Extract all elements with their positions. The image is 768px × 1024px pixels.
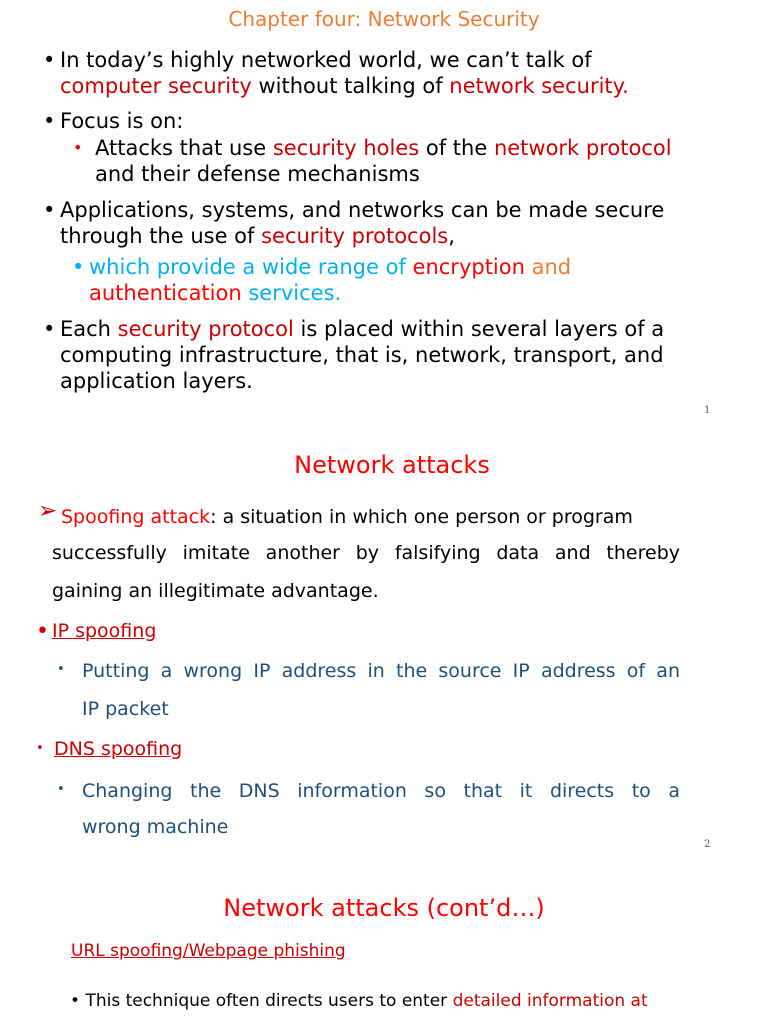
slide3-bullet-1: • This technique often directs users to enter detailed information at [70, 991, 648, 1011]
text-line: Applications, systems, and networks can be made secure [60, 198, 665, 222]
bullet-dot: • [57, 662, 65, 677]
page-number: 1 [704, 405, 711, 416]
text-line: and their defense mechanisms [95, 162, 420, 186]
ip-spoofing-desc-1: Putting a wrong IP address in the source IP address of an [82, 660, 680, 682]
text-line: application layers. [60, 369, 253, 393]
url-spoofing-label: URL spoofing/Webpage phishing [71, 941, 346, 961]
slide1-bullet-4 [43, 316, 665, 394]
text-line: Attacks that use security holes of the network protocol [95, 136, 672, 160]
slide1-subbullet-encryption [72, 254, 572, 306]
spoofing-line-3: gaining an illegitimate advantage. [52, 580, 379, 602]
bullet-dot: • [36, 619, 49, 644]
slide2-title: Network attacks [294, 451, 490, 479]
bullet-dot: • [43, 317, 56, 341]
ip-spoofing-desc-2: IP packet [82, 698, 169, 720]
slide1-bullet-3 [43, 197, 665, 249]
text-line: In today’s highly networked world, we can’t talk of [60, 48, 592, 72]
slide1-subbullet-attacks [73, 135, 672, 187]
dns-spoofing-label: DNS spoofing [54, 738, 183, 760]
text-line: which provide a wide range of encryption and [89, 255, 572, 279]
bullet-dot: • [36, 741, 44, 756]
slide1-bullet-1 [43, 47, 629, 99]
slide3-title: Network attacks (cont’d…) [223, 894, 545, 922]
spoofing-line-1: Spoofing attack: a situation in which one person or program [61, 506, 633, 528]
ip-spoofing-label: IP spoofing [52, 620, 157, 642]
dns-spoofing-desc-2: wrong machine [82, 816, 229, 838]
text-line: computing infrastructure, that is, network, transport, and [60, 343, 664, 367]
bullet-dot: • [43, 198, 56, 222]
page-number: 2 [704, 839, 711, 850]
bullet-dot: • [43, 109, 56, 133]
arrow-bullet-icon: ➢ [38, 498, 58, 524]
bullet-dot: • [72, 255, 85, 279]
bullet-dot: • [73, 138, 83, 157]
text-line: computer security without talking of network security. [60, 74, 629, 98]
text-line: Each security protocol is placed within several layers of a [60, 317, 665, 341]
bullet-dot: • [57, 782, 65, 797]
slide1-title: Chapter four: Network Security [228, 7, 540, 31]
bullet-dot: • [43, 48, 56, 72]
spoofing-line-2: successfully imitate another by falsifying data and thereby [52, 542, 680, 564]
slide1-bullet-2 [43, 108, 184, 134]
dns-spoofing-desc-1: Changing the DNS information so that it directs to a [82, 780, 680, 802]
text-line: authentication services. [89, 281, 342, 305]
text-line: through the use of security protocols, [60, 224, 455, 248]
text-line: Focus is on: [60, 109, 184, 133]
